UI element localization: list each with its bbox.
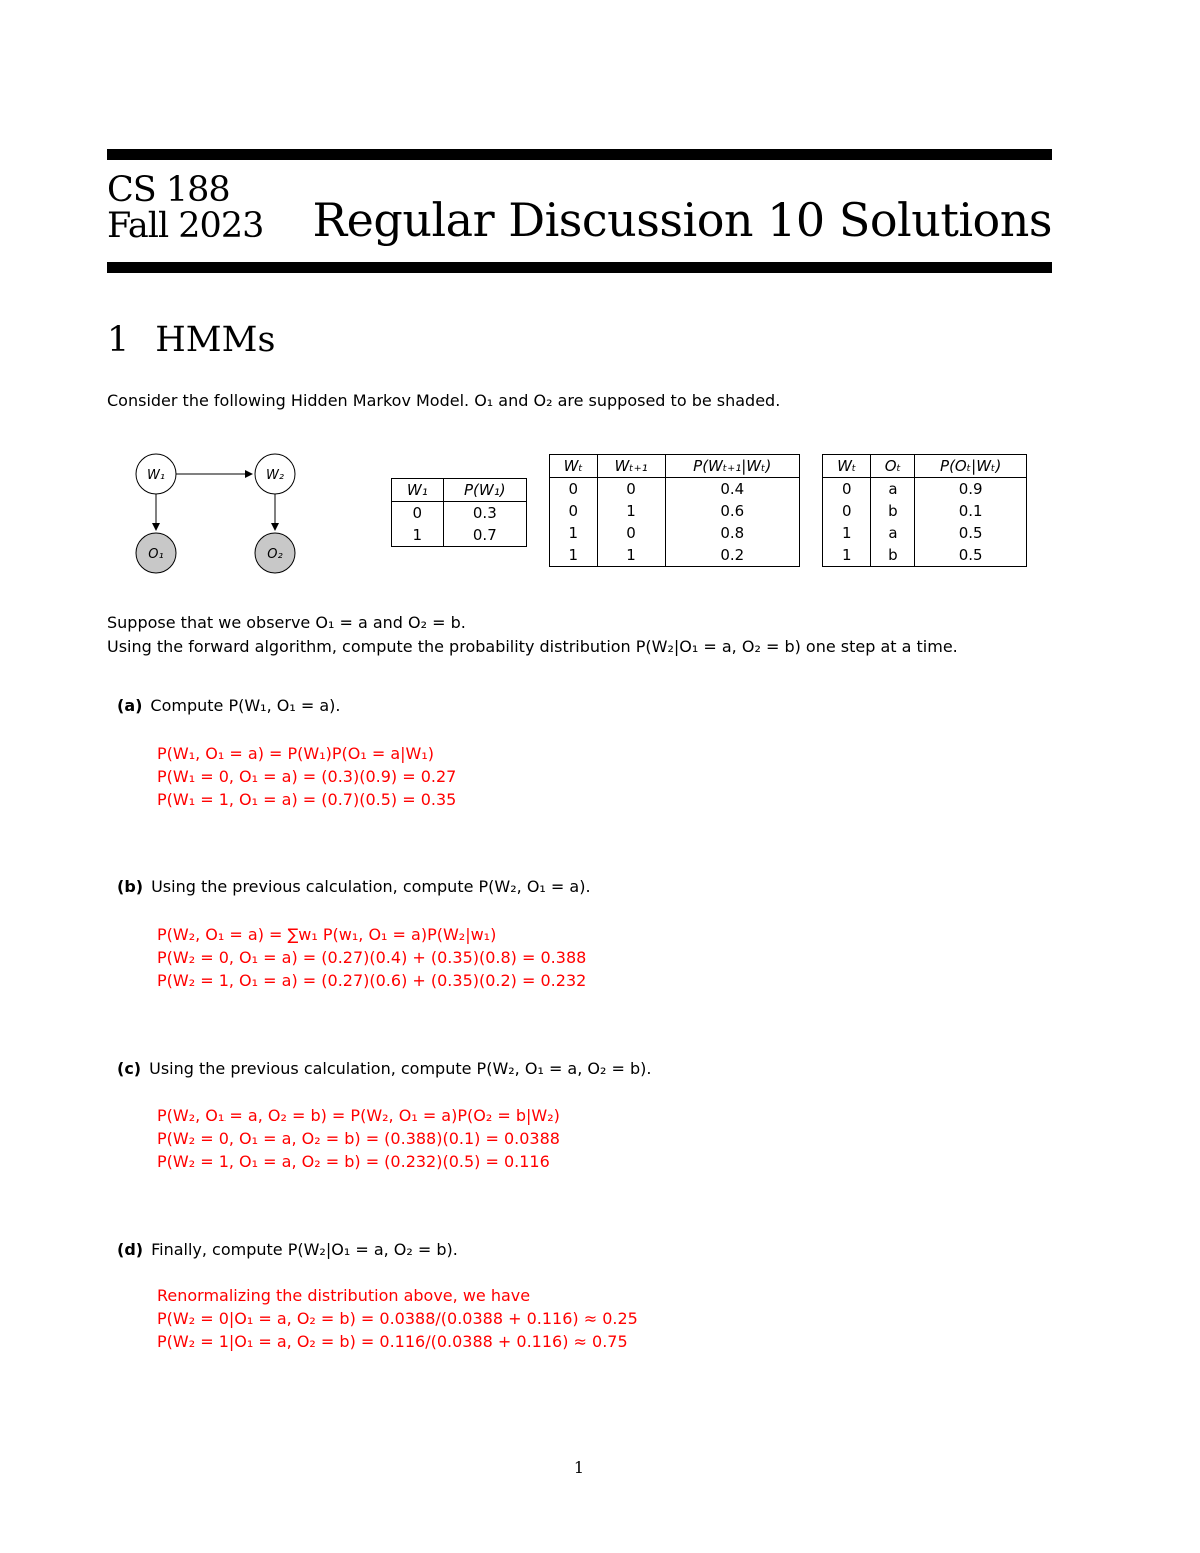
part-b-question: Using the previous calculation, compute P(W₂, O₁ = a). [151,877,591,896]
node-w2-label: W₂ [265,468,285,483]
table-cell: 0 [597,522,665,544]
section-number: 1 [107,320,130,360]
table-row [550,544,800,567]
part-a-question: Compute P(W₁, O₁ = a). [150,696,341,715]
part-b-solution-line: P(W₂, O₁ = a) = ∑w₁ P(w₁, O₁ = a)P(W₂|w₁) [157,925,497,944]
table-cell: 0.9 [915,478,1027,501]
document-title: Regular Discussion 10 Solutions [312,193,1052,247]
table-header-row [392,479,527,502]
transition-table [549,454,800,567]
table-cell: a [871,522,915,544]
table-cell: 1 [841,546,852,564]
page-number: 1 [573,1458,585,1477]
part-d-question: Finally, compute P(W₂|O₁ = a, O₂ = b). [151,1240,458,1259]
emission-table [822,454,1027,567]
section-title: HMMs [155,320,276,360]
table-cell: 0.4 [665,478,799,501]
observation-text: Suppose that we observe O₁ = a and O₂ = b. [107,613,466,632]
table-header-cell: P(Oₜ|Wₜ) [915,455,1027,478]
part-a-label: (a) [117,696,143,715]
table-cell: 0 [597,478,665,501]
node-o2-label: O₂ [267,547,283,562]
part-c-prompt [117,1058,651,1080]
part-c-solution-line: P(W₂, O₁ = a, O₂ = b) = P(W₂, O₁ = a)P(O₂ = b|W₂) [157,1106,560,1125]
table-row [392,502,527,525]
table-row [550,500,800,522]
table-cell: 1 [597,500,665,522]
table-cell: a [871,478,915,501]
table-cell: 0.1 [915,500,1027,522]
table-cell: 0 [841,480,852,498]
part-c-question: Using the previous calculation, compute P(W₂, O₁ = a, O₂ = b). [149,1059,652,1078]
intro-text: Consider the following Hidden Markov Model. O₁ and O₂ are supposed to be shaded. [107,391,781,410]
part-d-solution-line: P(W₂ = 1|O₁ = a, O₂ = b) = 0.116/(0.0388 + 0.116) ≈ 0.75 [157,1332,628,1351]
part-a-solution-line: P(W₁, O₁ = a) = P(W₁)P(O₁ = a|W₁) [157,744,435,763]
table-cell: 0 [568,480,579,498]
table-cell: 1 [597,544,665,567]
table-row [823,500,1027,522]
prior-table [391,478,527,547]
table-header-cell: Wₜ [550,455,598,478]
part-a-prompt [117,695,340,717]
table-cell: 0.8 [665,522,799,544]
table-row [823,478,1027,501]
table-row [550,478,800,501]
part-c-solution-line: P(W₂ = 1, O₁ = a, O₂ = b) = (0.232)(0.5) = 0.116 [157,1152,550,1171]
part-b-solution-line: P(W₂ = 1, O₁ = a) = (0.27)(0.6) + (0.35)(0.2) = 0.232 [157,971,587,990]
section-heading [107,318,275,362]
table-row [392,524,527,547]
table-row [550,522,800,544]
table-cell: 1 [841,524,852,542]
hmm-diagram [128,448,308,578]
table-cell: 0.3 [443,502,526,525]
table-cell: 1 [568,524,579,542]
table-cell: b [871,500,915,522]
table-cell: b [871,544,915,567]
part-d-label: (d) [117,1240,144,1259]
table-cell: 0.5 [915,544,1027,567]
table-header-row [823,455,1027,478]
node-w1-label: W₁ [146,468,166,483]
table-header-row [550,455,800,478]
table-cell: 0.5 [915,522,1027,544]
table-cell: 0 [568,502,579,520]
header-bottom-rule [107,262,1052,273]
table-cell: 1 [568,546,579,564]
table-header-cell: P(Wₜ₊₁|Wₜ) [665,455,799,478]
part-d-solution-line: Renormalizing the distribution above, we have [157,1286,531,1305]
table-header-cell: Oₜ [871,455,915,478]
part-c-solution-line: P(W₂ = 0, O₁ = a, O₂ = b) = (0.388)(0.1) = 0.0388 [157,1129,560,1148]
table-header-cell: Wₜ [823,455,871,478]
table-cell: 0 [841,502,852,520]
table-row [823,544,1027,567]
table-header-cell: P(W₁) [443,479,526,502]
node-o1-label: O₁ [148,547,164,562]
part-c-label: (c) [117,1059,142,1078]
part-a-solution-line: P(W₁ = 1, O₁ = a) = (0.7)(0.5) = 0.35 [157,790,457,809]
table-cell: 0.7 [443,524,526,547]
part-d-prompt [117,1239,458,1261]
table-cell: 0 [412,504,423,522]
course-code: CS 188 [107,170,230,210]
table-row [823,522,1027,544]
table-cell: 0.2 [665,544,799,567]
part-b-solution-line: P(W₂ = 0, O₁ = a) = (0.27)(0.4) + (0.35)(0.8) = 0.388 [157,948,587,967]
table-cell: 0.6 [665,500,799,522]
table-cell: 1 [412,526,423,544]
part-a-solution-line: P(W₁ = 0, O₁ = a) = (0.3)(0.9) = 0.27 [157,767,457,786]
part-d-solution-line: P(W₂ = 0|O₁ = a, O₂ = b) = 0.0388/(0.0388 + 0.116) ≈ 0.25 [157,1309,638,1328]
table-header-cell: W₁ [392,479,444,502]
course-term: Fall 2023 [107,206,264,246]
header-top-rule [107,149,1052,160]
table-header-cell: Wₜ₊₁ [597,455,665,478]
part-b-label: (b) [117,877,144,896]
task-text: Using the forward algorithm, compute the probability distribution P(W₂|O₁ = a, O₂ = b) one step at a time. [107,637,958,656]
part-b-prompt [117,876,591,898]
